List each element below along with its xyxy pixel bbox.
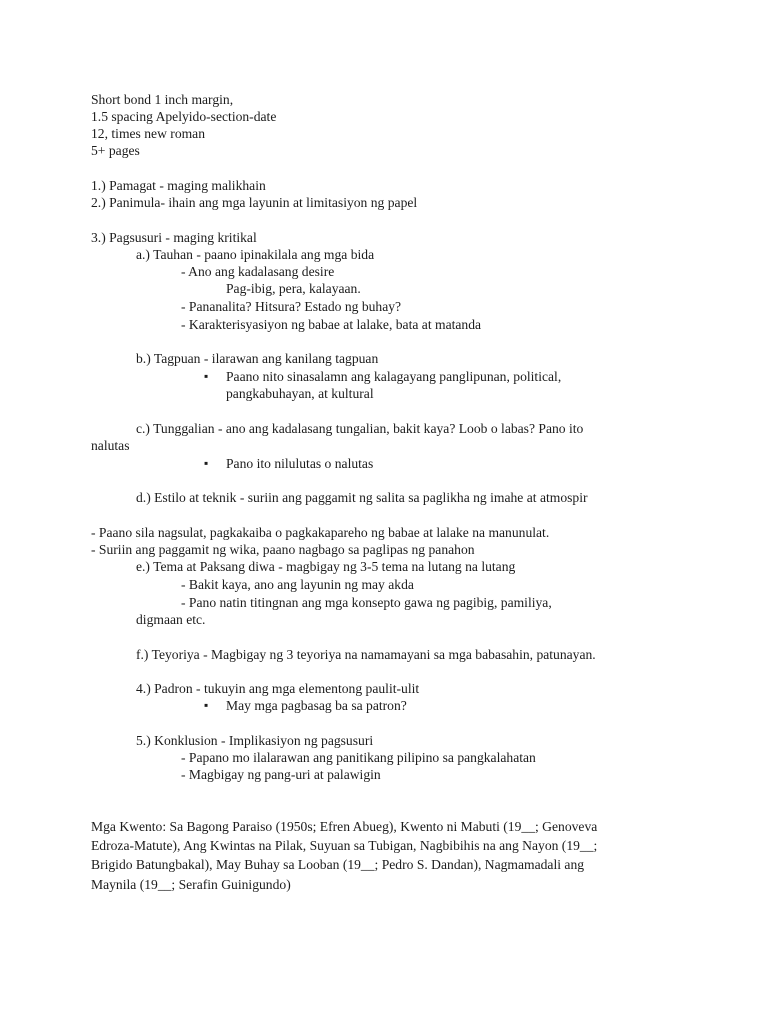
item-pamagat: 1.) Pamagat - maging malikhain	[91, 178, 266, 193]
item-panimula: 2.) Panimula- ihain ang mga layunin at limitasiyon ng papel	[91, 195, 418, 210]
estilo-sub: - Suriin ang paggamit ng wika, paano nagbago sa paglipas ng panahon	[91, 542, 475, 557]
tema-sub-cont: digmaan etc.	[136, 612, 206, 627]
tagpuan-bullet-cont: pangkabuhayan, at kultural	[226, 386, 374, 401]
tunggalian-bullet: ▪ Pano ito nilulutas o nalutas	[226, 455, 373, 472]
item-tagpuan: b.) Tagpuan - ilarawan ang kanilang tagpuan	[136, 351, 379, 366]
item-estilo: d.) Estilo at teknik - suriin ang paggamit ng salita sa paglikha ng imahe at atmospir	[136, 490, 588, 505]
header-line: 1.5 spacing Apelyido-section-date	[91, 109, 277, 124]
tema-sub: - Pano natin titingnan ang mga konsepto gawa ng pagibig, pamiliya,	[181, 595, 552, 610]
tauhan-sub: Pag-ibig, pera, kalayaan.	[226, 281, 361, 296]
header-line: 5+ pages	[91, 143, 140, 158]
item-pagsusuri: 3.) Pagsusuri - maging kritikal	[91, 230, 257, 245]
padron-bullet: ▪ May mga pagbasag ba sa patron?	[226, 697, 407, 714]
tauhan-sub: - Karakterisyasiyon ng babae at lalake, bata at matanda	[181, 317, 482, 332]
konklusion-sub: - Magbigay ng pang-uri at palawigin	[181, 767, 381, 782]
kwento-line: Mga Kwento: Sa Bagong Paraiso (1950s; Efren Abueg), Kwento ni Mabuti (19__; Genoveva	[91, 819, 598, 834]
tagpuan-bullet: ▪ Paano nito sinasalamn ang kalagayang panglipunan, political,	[226, 368, 561, 385]
tauhan-sub: - Ano ang kadalasang desire	[181, 264, 335, 279]
tema-sub: - Bakit kaya, ano ang layunin ng may akda	[181, 577, 414, 592]
item-konklusion: 5.) Konklusion - Implikasiyon ng pagsusuri	[136, 733, 374, 748]
header-line: Short bond 1 inch margin,	[91, 92, 234, 107]
item-tauhan: a.) Tauhan - paano ipinakilala ang mga bida	[136, 247, 375, 262]
kwento-line: Brigido Batungbakal), May Buhay sa Looban (19__; Pedro S. Dandan), Nagmamadali ang	[91, 857, 585, 872]
tunggalian-cont: nalutas	[91, 438, 130, 453]
estilo-sub: - Paano sila nagsulat, pagkakaiba o pagkakapareho ng babae at lalake na manunulat.	[91, 525, 550, 540]
item-padron: 4.) Padron - tukuyin ang mga elementong paulit-ulit	[136, 681, 420, 696]
header-line: 12, times new roman	[91, 126, 206, 141]
kwento-line: Edroza-Matute), Ang Kwintas na Pilak, Suyuan sa Tubigan, Nagbibihis na ang Nayon (19__;	[91, 838, 598, 853]
konklusion-sub: - Papano mo ilalarawan ang panitikang pilipino sa pangkalahatan	[181, 750, 536, 765]
kwento-line: Maynila (19__; Serafin Guinigundo)	[91, 877, 291, 892]
item-tunggalian: c.) Tunggalian - ano ang kadalasang tungalian, bakit kaya? Loob o labas? Pano ito	[136, 421, 584, 436]
item-teyoriya: f.) Teyoriya - Magbigay ng 3 teyoriya na namamayani sa mga babasahin, patunayan.	[136, 647, 596, 662]
item-tema: e.) Tema at Paksang diwa - magbigay ng 3-5 tema na lutang na lutang	[136, 559, 516, 574]
tauhan-sub: - Pananalita? Hitsura? Estado ng buhay?	[181, 299, 402, 314]
